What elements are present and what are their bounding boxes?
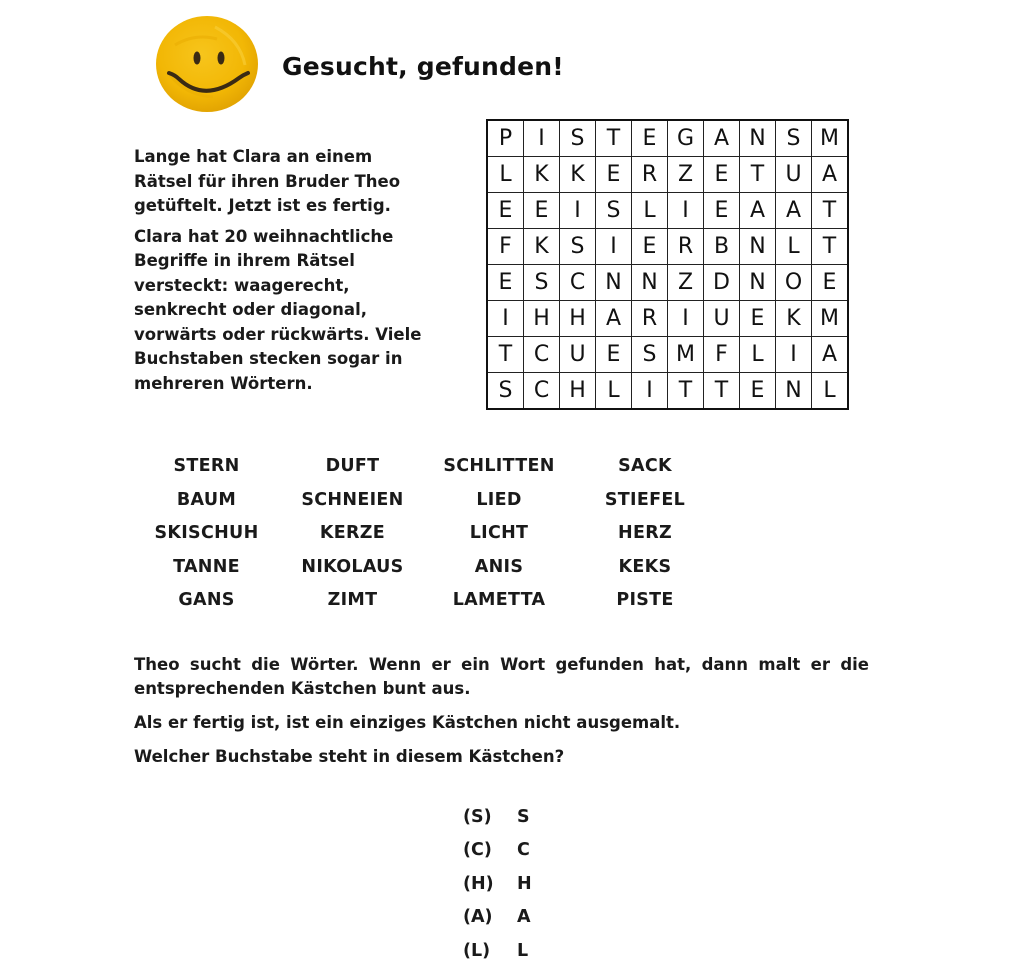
grid-cell[interactable]: E (487, 265, 524, 301)
grid-cell[interactable]: M (812, 301, 849, 337)
grid-cell[interactable]: U (776, 157, 812, 193)
grid-cell[interactable]: N (596, 265, 632, 301)
intro-paragraph: Lange hat Clara an einem Rätsel für ihren Bruder Theo getüftelt. Jetzt ist es fertig. (134, 147, 401, 215)
answer-option-l[interactable] (463, 934, 532, 968)
grid-cell[interactable]: N (740, 265, 776, 301)
grid-cell[interactable]: A (812, 157, 849, 193)
grid-cell[interactable]: C (524, 373, 560, 410)
answer-label: (C) (463, 840, 492, 861)
grid-cell[interactable]: E (596, 337, 632, 373)
word-list (134, 455, 724, 611)
grid-cell[interactable]: M (668, 337, 704, 373)
word-list-item: LAMETTA (452, 590, 546, 610)
grid-row (487, 265, 848, 301)
grid-cell[interactable]: Z (668, 157, 704, 193)
grid-cell[interactable]: S (560, 229, 596, 265)
grid-cell[interactable]: C (560, 265, 596, 301)
grid-row (487, 120, 848, 157)
question-prompt: Welcher Buchstabe steht in diesem Kästchen? (134, 747, 565, 766)
grid-cell[interactable]: E (632, 229, 668, 265)
grid-cell[interactable]: T (740, 157, 776, 193)
question-paragraph: Als er fertig ist, ist ein einziges Kästchen nicht ausgemalt. (134, 713, 681, 732)
grid-cell[interactable]: I (668, 301, 704, 337)
word-list-item: STIEFEL (604, 489, 686, 510)
grid-cell[interactable]: R (632, 301, 668, 337)
word-list-item: LICHT (469, 523, 529, 543)
grid-cell[interactable]: T (596, 120, 632, 157)
answer-option-h[interactable] (463, 867, 532, 901)
grid-cell[interactable]: I (560, 193, 596, 229)
word-list-item: NIKOLAUS (301, 556, 404, 577)
grid-cell[interactable]: H (560, 373, 596, 410)
grid-cell[interactable]: I (668, 193, 704, 229)
grid-cell[interactable]: L (812, 373, 849, 410)
grid-cell[interactable]: P (487, 120, 524, 157)
intro-text (134, 145, 434, 402)
answer-option-c[interactable] (463, 834, 532, 868)
answer-option-s[interactable] (463, 800, 532, 834)
word-list-item: SCHLITTEN (443, 456, 555, 476)
grid-cell[interactable]: S (560, 120, 596, 157)
grid-cell[interactable]: U (560, 337, 596, 373)
grid-cell[interactable]: B (704, 229, 740, 265)
grid-cell[interactable]: N (740, 120, 776, 157)
word-list-item: KERZE (319, 523, 386, 543)
word-list-item: ZIMT (327, 590, 378, 610)
word-list-item: SCHNEIEN (301, 489, 404, 510)
grid-cell[interactable]: N (776, 373, 812, 410)
answer-value: A (517, 907, 531, 928)
grid-cell[interactable]: H (524, 301, 560, 337)
grid-cell[interactable]: F (704, 337, 740, 373)
grid-cell[interactable]: S (487, 373, 524, 410)
word-list-item: PISTE (616, 590, 674, 610)
answer-value: S (517, 806, 530, 827)
grid-cell[interactable]: E (740, 373, 776, 410)
word-list-item: GANS (178, 590, 235, 610)
grid-cell[interactable]: A (704, 120, 740, 157)
word-list-item: BAUM (176, 489, 237, 510)
grid-cell[interactable]: K (776, 301, 812, 337)
grid-row (487, 193, 848, 229)
grid-cell[interactable]: C (524, 337, 560, 373)
word-list-item: HERZ (618, 523, 672, 543)
grid-cell[interactable]: K (560, 157, 596, 193)
intro-paragraph: Clara hat 20 weihnachtliche Begriffe in ihrem Rätsel versteckt: waagerecht, senkrecht oder diagonal, vorwärts oder rückwärts. Viele Buchstaben stecken sogar in mehreren Wörtern. (134, 226, 422, 393)
page-title: Gesucht, gefunden! (282, 52, 564, 81)
grid-row (487, 301, 848, 337)
grid-cell[interactable]: E (812, 265, 849, 301)
word-list-item: STERN (173, 456, 240, 476)
answer-value: C (517, 840, 530, 861)
grid-cell[interactable]: L (596, 373, 632, 410)
grid-cell[interactable]: A (740, 193, 776, 229)
grid-cell[interactable]: O (776, 265, 812, 301)
grid-cell[interactable]: I (776, 337, 812, 373)
grid-cell[interactable]: T (812, 193, 849, 229)
grid-row (487, 373, 848, 410)
word-list-item: SKISCHUH (154, 523, 259, 543)
answer-value: L (517, 940, 529, 961)
grid-cell[interactable]: D (704, 265, 740, 301)
grid-cell[interactable]: T (487, 337, 524, 373)
grid-cell[interactable]: S (776, 120, 812, 157)
answer-label: (H) (463, 873, 494, 894)
grid-cell[interactable]: K (524, 229, 560, 265)
word-list-item: KEKS (618, 556, 672, 577)
grid-cell[interactable]: E (740, 301, 776, 337)
grid-cell[interactable]: T (812, 229, 849, 265)
grid-cell[interactable]: R (668, 229, 704, 265)
grid-cell[interactable]: G (668, 120, 704, 157)
grid-cell[interactable]: T (704, 373, 740, 410)
grid-cell[interactable]: F (487, 229, 524, 265)
grid-cell[interactable]: T (668, 373, 704, 410)
smiley-right-eye (218, 52, 225, 65)
grid-cell[interactable]: E (524, 193, 560, 229)
answer-option-a[interactable] (463, 901, 532, 935)
grid-cell[interactable]: L (487, 157, 524, 193)
grid-cell[interactable]: N (740, 229, 776, 265)
grid-cell[interactable]: I (487, 301, 524, 337)
grid-cell[interactable]: E (596, 157, 632, 193)
grid-cell[interactable]: I (596, 229, 632, 265)
grid-cell[interactable]: Z (668, 265, 704, 301)
grid-cell[interactable]: E (632, 120, 668, 157)
grid-row (487, 337, 848, 373)
word-list-item: TANNE (173, 556, 240, 577)
answer-value: H (517, 873, 532, 894)
grid-cell[interactable]: H (560, 301, 596, 337)
grid-cell[interactable]: M (812, 120, 849, 157)
grid-cell[interactable]: N (632, 265, 668, 301)
grid-row (487, 157, 848, 193)
grid-cell[interactable]: L (632, 193, 668, 229)
grid-cell[interactable]: K (524, 157, 560, 193)
smiley-left-eye (194, 52, 201, 65)
answer-options (463, 800, 532, 968)
word-list-item: LIED (476, 489, 522, 510)
grid-cell[interactable]: S (524, 265, 560, 301)
word-list-item: SACK (618, 456, 672, 476)
grid-row (487, 229, 848, 265)
answer-label: (S) (463, 806, 492, 827)
grid-cell[interactable]: R (632, 157, 668, 193)
grid-cell[interactable]: I (524, 120, 560, 157)
question-paragraph: Theo sucht die Wörter. Wenn er ein Wort gefunden hat, dann malt er die entsprechenden Kästchen bunt aus. (134, 655, 869, 698)
word-list-item: ANIS (474, 556, 524, 577)
grid-cell[interactable]: E (487, 193, 524, 229)
grid-cell[interactable]: S (596, 193, 632, 229)
grid-cell[interactable]: E (704, 157, 740, 193)
grid-cell[interactable]: A (596, 301, 632, 337)
word-list-item: DUFT (325, 456, 380, 476)
grid-cell[interactable]: A (812, 337, 849, 373)
question-text (134, 653, 869, 779)
grid-cell[interactable]: A (776, 193, 812, 229)
smiley-face-icon (155, 15, 259, 113)
grid-cell[interactable]: E (704, 193, 740, 229)
answer-label: (L) (463, 940, 491, 961)
grid-cell[interactable]: I (632, 373, 668, 410)
grid-cell[interactable]: L (740, 337, 776, 373)
grid-cell[interactable]: U (704, 301, 740, 337)
letter-grid (486, 119, 849, 410)
grid-cell[interactable]: L (776, 229, 812, 265)
answer-label: (A) (463, 907, 493, 928)
grid-cell[interactable]: S (632, 337, 668, 373)
